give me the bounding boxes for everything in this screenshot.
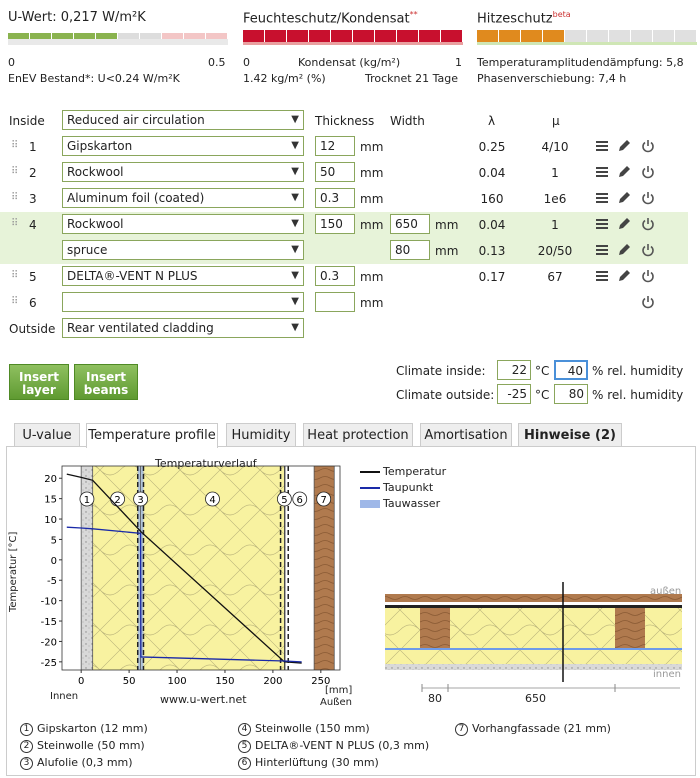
legend-temperature-swatch [360,471,380,473]
edit-pencil-icon[interactable] [617,269,631,283]
legend-item-1: 1 Gipskarton (12 mm) [20,722,148,736]
edit-pencil-icon[interactable] [617,139,631,153]
feuchte-title: Feuchteschutz/Kondensat** [243,10,418,27]
lambda-header: λ [488,114,496,128]
uwert-title: U-Wert: 0,217 W/m²K [8,10,146,25]
chart-innen-label: Innen [50,691,79,702]
feuchte-rating-bar [243,30,463,42]
cross-beam [420,608,450,648]
svg-text:7: 7 [320,495,327,506]
width-input[interactable]: 650 [390,214,430,234]
drag-handle[interactable]: ⠿ [11,140,19,151]
thickness-unit: mm [360,192,384,206]
row-number: 2 [29,166,37,180]
thickness-unit: mm [360,140,384,154]
y-tick-label: 10 [44,515,57,527]
uwert-note: EnEV Bestand*: U<0.24 W/m²K [8,72,180,85]
mu-header: μ [552,114,560,128]
menu-icon[interactable] [595,217,609,231]
width-header: Width [390,114,425,128]
y-tick-label: -5 [47,576,57,588]
cross-beam [615,608,645,648]
width-unit: mm [435,244,459,258]
lambda-value: 0.13 [478,244,506,258]
thickness-unit: mm [360,166,384,180]
y-tick-label: -25 [40,657,57,669]
thickness-unit: mm [360,270,384,284]
thickness-input[interactable]: 12 [315,136,355,156]
feuchte-scale-label: Kondensat (kg/m²) [298,56,401,69]
svg-text:1: 1 [83,495,91,506]
hitze-amplitude: Temperaturamplitudendämpfung: 5,8 [477,56,684,69]
layer-marker-2 [111,492,125,506]
humidity-unit: % rel. humidity [592,388,684,402]
feuchte-dry-time: Trocknet 21 Tage [365,72,458,85]
power-icon[interactable] [641,269,655,283]
row-number: 6 [29,296,37,310]
cross-innen-label: innen [653,669,681,680]
cross-gypsum [385,664,682,670]
edit-pencil-icon[interactable] [617,191,631,205]
drag-handle[interactable]: ⠿ [11,192,19,203]
lambda-value: 0.04 [478,218,506,232]
svg-text:3: 3 [137,495,144,506]
mu-value: 20/50 [537,244,573,258]
y-tick-label: -15 [40,617,57,629]
hitze-rating-bar [477,30,697,42]
y-tick-label: 20 [44,474,57,486]
chart-aussen-label: Außen [320,697,352,708]
chart-y-label: Temperatur [°C] [8,531,19,612]
climate-inside-temp-input[interactable]: 22 [497,360,531,380]
uwert-track [8,39,228,45]
climate-inside-humidity-input[interactable]: 40 [554,360,588,380]
svg-text:2: 2 [114,495,121,506]
feuchte-scale-max: 1 [455,56,462,69]
x-tick-label: 50 [122,676,136,687]
svg-text:6: 6 [296,495,303,506]
material-select[interactable]: Gipskarton ▼ [62,136,304,156]
drag-handle[interactable]: ⠿ [11,296,19,307]
menu-icon[interactable] [595,243,609,257]
y-tick-label: -10 [40,596,57,608]
material-select[interactable]: Aluminum foil (coated) ▼ [62,188,304,208]
edit-pencil-icon[interactable] [617,165,631,179]
row-number: 1 [29,140,37,154]
row-number: 5 [29,270,37,284]
y-tick-label: 0 [50,555,57,567]
drag-handle[interactable]: ⠿ [11,218,19,229]
layer-marker-3 [134,492,148,506]
feuchte-scale-min: 0 [243,56,250,69]
drag-handle[interactable]: ⠿ [11,166,19,177]
thickness-input[interactable] [315,292,355,312]
temperature-chart-area [0,450,700,720]
tab-u-value[interactable]: U-value [14,423,80,447]
thickness-input[interactable]: 150 [315,214,355,234]
mu-value: 1e6 [543,192,567,206]
menu-icon[interactable] [595,269,609,283]
width-unit: mm [435,218,459,232]
insert-layer-button[interactable]: Insert layer [9,364,69,400]
edit-pencil-icon[interactable] [617,217,631,231]
uwert-scale-max: 0.5 [208,56,226,69]
power-icon[interactable] [641,217,655,231]
layer-marker-1 [80,492,94,506]
mu-value: 67 [547,270,563,284]
menu-icon[interactable] [595,191,609,205]
thickness-unit: mm [360,218,384,232]
edit-pencil-icon[interactable] [617,243,631,257]
legend-dewpoint-swatch [360,487,380,489]
layer-marker-4 [206,492,220,506]
inside-select[interactable]: Reduced air circulation ▼ [62,110,304,130]
tab-heat-protection[interactable]: Heat protection [303,423,413,447]
svg-text:4: 4 [209,495,216,506]
power-icon[interactable] [641,139,655,153]
material-select[interactable]: DELTA®-VENT N PLUS ▼ [62,266,304,286]
thickness-input[interactable]: 0.3 [315,266,355,286]
feuchte-info: 1.42 kg/m² (%) [243,72,326,85]
lambda-value: 0.04 [478,166,506,180]
cross-dim-beam: 80 [428,692,442,705]
deg-unit: °C [535,388,550,402]
hitze-title: Hitzeschutz$^{beta}$ [477,10,571,27]
tab-amortisation[interactable]: Amortisation [420,423,512,447]
thickness-input[interactable]: 50 [315,162,355,182]
outside-label: Outside [9,322,56,336]
legend-condensate-swatch [360,500,380,508]
outside-select[interactable]: Rear ventilated cladding ▼ [62,318,304,338]
cross-membrane [385,605,682,608]
legend-temperature-label: Temperatur [383,465,447,478]
legend-condensate-label: Tauwasser [383,497,441,510]
thickness-header: Thickness [315,114,375,128]
svg-text:5: 5 [281,495,288,506]
legend-item-4: 4 Steinwolle (150 mm) [238,722,370,736]
x-tick-label: 0 [77,676,85,687]
lambda-value: 160 [480,192,504,206]
drag-handle[interactable]: ⠿ [11,270,19,281]
lambda-value: 0.25 [478,140,506,154]
power-icon[interactable] [641,243,655,257]
hitze-phase: Phasenverschiebung: 7,4 h [477,72,627,85]
material-select[interactable] [62,292,304,312]
layer-marker-6 [293,492,307,506]
x-tick-label: 150 [215,676,235,687]
legend-item-7: 7 Vorhangfassade (21 mm) [455,722,611,736]
legend-item-2: 2 Steinwolle (50 mm) [20,739,145,753]
chart-title: Temperaturverlauf [155,457,257,470]
menu-icon[interactable] [595,165,609,179]
cross-insulation-inner [385,650,682,664]
y-tick-label: -20 [40,637,57,649]
climate-inside-label: Climate inside: [396,364,486,378]
mu-value: 1 [551,218,559,232]
layer-marker-5 [277,492,291,506]
x-tick-label: 100 [167,676,187,687]
feuchte-track [243,42,463,45]
chart-site-credit: www.u-wert.net [160,693,247,706]
material-select[interactable]: spruce ▼ [62,240,304,260]
mu-value: 1 [551,166,559,180]
humidity-unit: % rel. humidity [592,364,684,378]
y-tick-label: 5 [50,535,57,547]
power-icon[interactable] [641,191,655,205]
power-icon[interactable] [641,295,655,309]
cross-dim-spacing: 650 [525,692,546,705]
climate-outside-temp-input[interactable]: -25 [497,384,531,404]
material-select[interactable]: Rockwool ▼ [62,214,304,234]
tab-humidity[interactable]: Humidity [226,423,296,447]
uwert-scale-min: 0 [8,56,15,69]
cross-aussen-label: außen [650,586,682,597]
y-tick-label: 15 [44,494,57,506]
climate-outside-humidity-input[interactable]: 80 [554,384,588,404]
legend-dewpoint-label: Taupunkt [383,481,434,494]
material-select[interactable]: Rockwool ▼ [62,162,304,182]
menu-icon[interactable] [595,139,609,153]
tab-temperature-profile[interactable]: Temperature profile [86,423,218,448]
chart-x-unit: [mm] [325,685,353,696]
insert-beams-button[interactable]: Insert beams [74,364,138,400]
cross-foil [385,648,682,650]
thickness-unit: mm [360,296,384,310]
legend-item-5: 5 DELTA®-VENT N PLUS (0,3 mm) [238,739,429,753]
deg-unit: °C [535,364,550,378]
power-icon[interactable] [641,165,655,179]
row-number: 3 [29,192,37,206]
width-input[interactable]: 80 [390,240,430,260]
climate-outside-label: Climate outside: [396,388,495,402]
thickness-input[interactable]: 0.3 [315,188,355,208]
tab-hinweise[interactable]: Hinweise (2) [518,423,622,447]
hitze-track [477,42,697,45]
x-tick-label: 250 [311,676,331,687]
x-tick-label: 200 [263,676,283,687]
row-number: 4 [29,218,37,232]
mu-value: 4/10 [541,140,569,154]
inside-label: Inside [9,114,45,128]
legend-item-3: 3 Alufolie (0,3 mm) [20,756,133,770]
cross-cladding [385,594,682,602]
legend-item-6: 6 Hinterlüftung (30 mm) [238,756,379,770]
layer-marker-7 [317,492,331,506]
lambda-value: 0.17 [478,270,506,284]
